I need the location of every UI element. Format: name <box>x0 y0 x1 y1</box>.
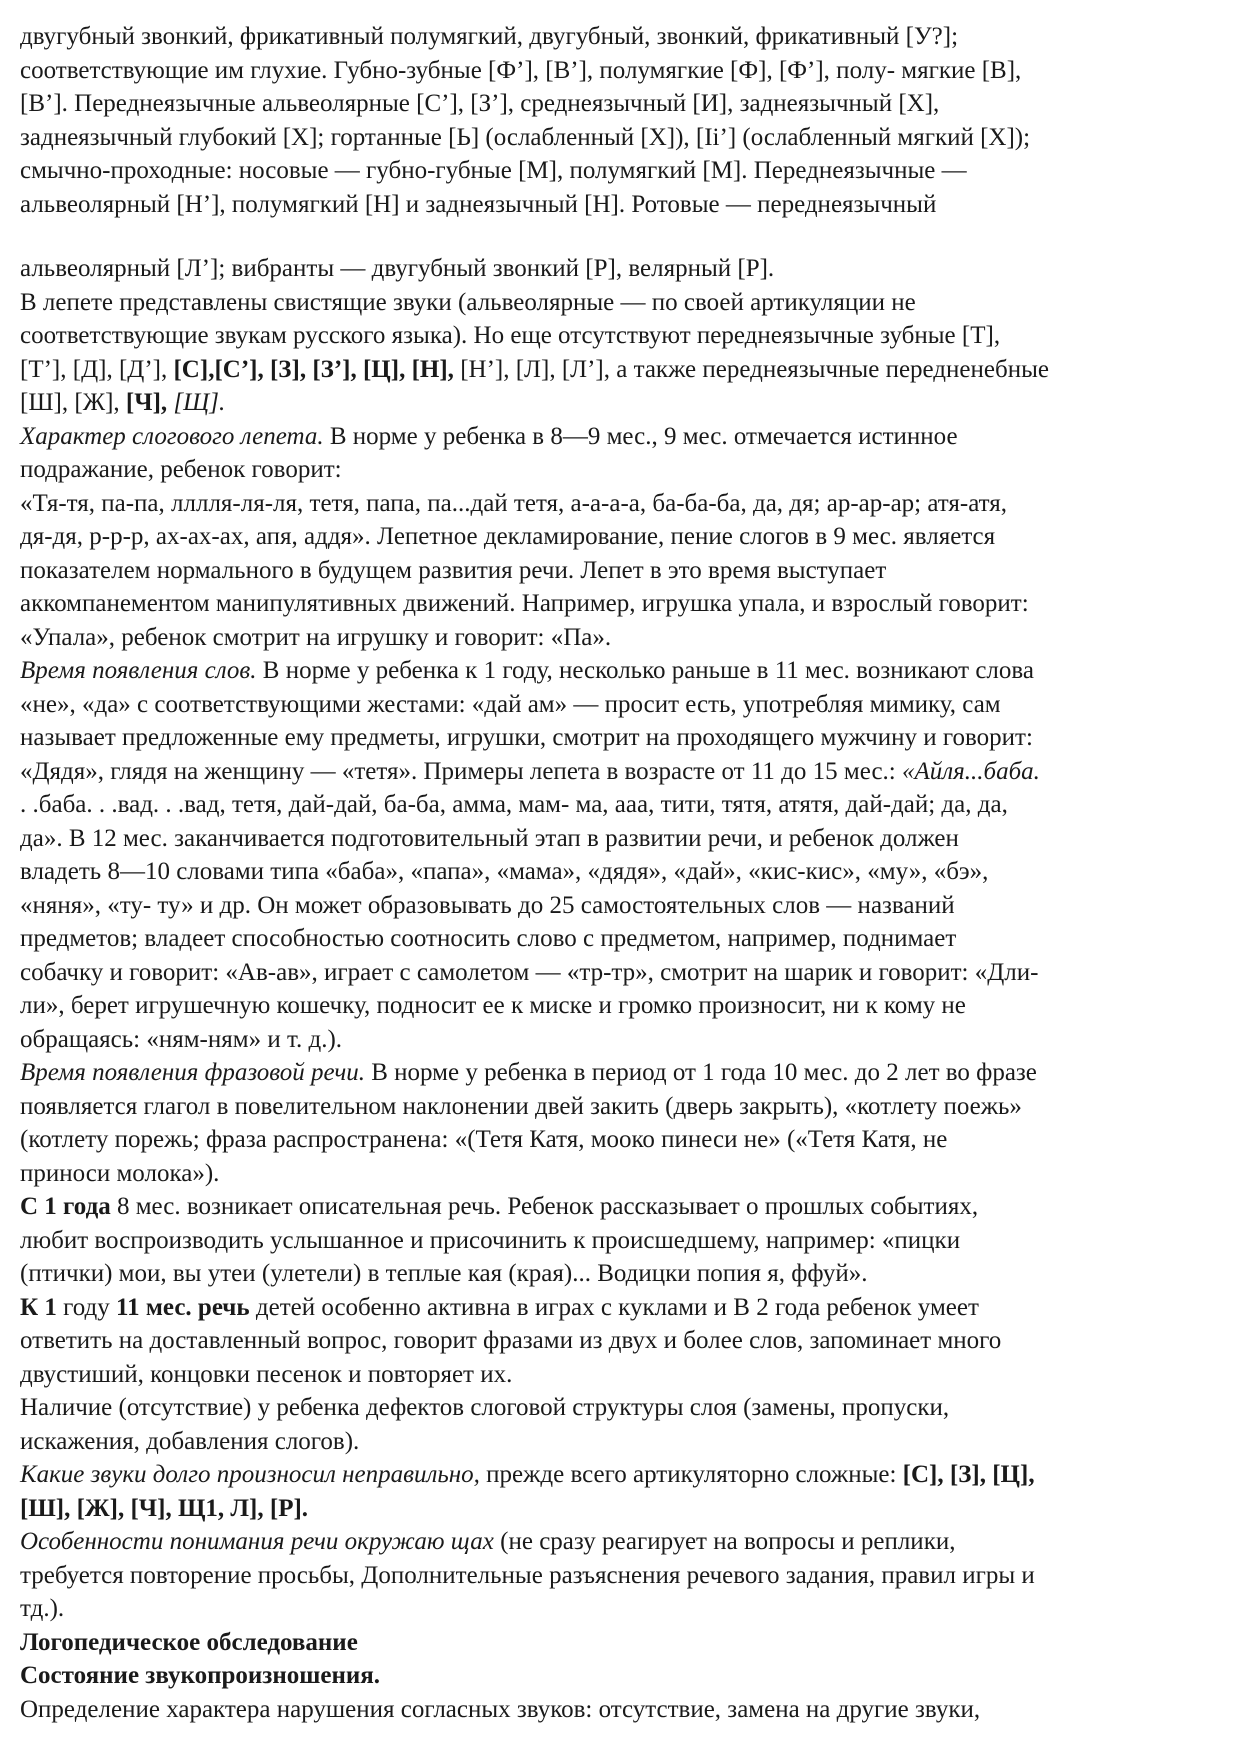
bold-age: К 1 <box>20 1293 57 1321</box>
text-line: Наличие (отсутствие) у ребенка дефектов слоговой структуры слоя (замены, пропуски, <box>20 1394 950 1421</box>
text-run: году <box>56 1293 117 1321</box>
text-line: аккомпанементом манипулятивных движений. Например, игрушка упала, и взрослый говорит: <box>20 590 1029 617</box>
text-line: собачку и говорит: «Ав-ав», играет с самолетом — «тр-тр», смотрит на шарик и говорит: «Дли- <box>20 958 1039 986</box>
text-run: В норме у ребенка в период от 1 года 10 мес. до 2 лет во фразе <box>365 1059 1037 1086</box>
section-lead-babble: Характер слогового лепета. <box>20 422 324 450</box>
text-line: ответить на доставленный вопрос, говорит фразами из двух и более слов, запоминает много <box>20 1327 1002 1354</box>
text-line: подражание, ребенок говорит: <box>20 456 342 483</box>
heading-sound-pronunciation <box>20 1659 1225 1693</box>
text-line: «не», «да» с соответствующими жестами: «дай ам» — просит есть, употребляя мимику, сам <box>20 690 1001 718</box>
bold-sounds: [С],[С’], [З], [З’], [Ц], [Н], <box>173 355 454 383</box>
text-line: «Тя-тя, па-па, лллля-ля-ля, тетя, папа, па...дай тетя, а-а-а-а, ба-ба-ба, да, дя; ар-ар-ар; атя-атя, <box>20 489 1008 517</box>
text-line <box>20 1525 1225 1559</box>
bold-sounds: [Ч], <box>125 389 168 416</box>
text-line: смычно-проходные: носовые — губно-губные [М], полумягкий [М]. Переднеязычные — <box>20 157 967 184</box>
text-line: владеть 8—10 словами типа «баба», «папа», «мама», «дядя», «дай», «кис-кис», «му», «бэ», <box>20 858 989 885</box>
section-lead-phrases: Время появления фразовой речи. <box>20 1059 365 1086</box>
bold-sounds: [С], [З], [Ц], <box>902 1461 1035 1488</box>
text-line: (птички) мои, вы утеи (улетели) в теплые кая (края)... Водицки попия я, ффуй». <box>20 1260 868 1287</box>
text-line: называет предложенные ему предметы, игрушки, смотрит на проходящего мужчину и говорит: <box>20 724 1033 751</box>
text-line: дя-дя, р-р-р, ах-ах-ах, апя, аддя». Лепетное декламирование, пение слогов в 9 мес. является <box>20 523 996 550</box>
text-line: искажения, добавления слогов). <box>20 1427 360 1455</box>
text-line: двугубный звонкий, фрикативный полумягкий, двугубный, звонкий, фрикативный [У?]; <box>20 23 959 50</box>
text-line: альвеолярный [Л’]; вибранты — двугубный звонкий [Р], велярный [Р]. <box>20 255 775 282</box>
text-line <box>20 755 1225 789</box>
text-line <box>20 1291 1225 1325</box>
text-run: [Н’], [Л], [Л’], а также переднеязычные передненебные <box>453 355 1049 383</box>
text-run: [Т’], [Д], [Д’], <box>20 355 174 383</box>
text-line <box>20 353 1225 387</box>
paragraph-block-2 <box>20 252 1225 1726</box>
text-run: прежде всего артикуляторно сложные: <box>479 1461 903 1488</box>
text-line: любит воспроизводить услышанное и присочинить к происшедшему, например: «пицки <box>20 1226 961 1254</box>
text-line: [В’]. Переднеязычные альвеолярные [С’], [З’], среднеязычный [И], заднеязычный [Х], <box>20 90 940 117</box>
text-line: заднеязычный глубокий [Х]; гортанные [Ь] (ослабленный [Х]), [Ii’] (ослабленный мягкий [Х]); <box>20 123 1031 151</box>
bold-age: С 1 года <box>20 1193 111 1220</box>
text-line <box>20 1056 1225 1090</box>
text-line <box>20 654 1225 688</box>
text-line: приноси молока»). <box>20 1159 220 1187</box>
text-run: В норме у ребенка в 8—9 мес., 9 мес. отмечается истинное <box>323 422 958 450</box>
italic-sounds: [Щ]. <box>173 389 226 416</box>
page-break-gap <box>20 221 1225 252</box>
text-line: «няня», «ту- ту» и др. Он может образовывать до 25 самостоятельных слов — названий <box>20 891 955 919</box>
text-line: требуется повторение просьбы, Дополнительные разъяснения речевого задания, правил игры и <box>20 1561 1035 1589</box>
text-line: обращаясь: «ням-ням» и т. д.). <box>20 1025 343 1053</box>
text-line <box>20 1458 1225 1492</box>
text-line: предметов; владеет способностью соотносить слово с предметом, например, поднимает <box>20 925 957 952</box>
document-page <box>20 20 1225 1726</box>
text-line: да». В 12 мес. заканчивается подготовительный этап в развитии речи, и ребенок должен <box>20 824 959 852</box>
text-line: двустиший, концовки песенок и повторяет их. <box>20 1360 513 1388</box>
text-run: В норме у ребенка к 1 году, несколько раньше в 11 мес. возникают слова <box>256 657 1034 684</box>
text-line: (котлету порежь; фраза распространена: «(Тетя Катя, моoко пинеси не» («Тетя Катя, не <box>20 1126 948 1153</box>
section-lead-sounds: Какие звуки долго произносил неправильно, <box>20 1461 480 1488</box>
text-run: (не сразу реагирует на вопросы и реплики, <box>493 1528 956 1555</box>
section-lead-words: Время появления слов. <box>20 657 257 684</box>
heading-speech-therapy-exam <box>20 1626 1225 1660</box>
text-line: соответствующие им глухие. Губно-зубные [Ф’], [В’], полумягкие [Ф], [Ф’], полу- мягкие [В], <box>20 56 1022 84</box>
text-run: 8 мес. возникает описательная речь. Ребенок рассказывает о прошлых событиях, <box>110 1193 979 1220</box>
text-line: В лепете представлены свистящие звуки (альвеолярные — по своей артикуляции не <box>20 288 916 316</box>
heading-text: Состояние звукопроизношения. <box>20 1662 381 1689</box>
paragraph-block-1 <box>20 20 1225 221</box>
text-line: «Упала», ребенок смотрит на игрушку и говорит: «Па». <box>20 623 612 651</box>
heading-text: Логопедическое обследование <box>20 1628 358 1656</box>
text-line <box>20 1492 1225 1526</box>
italic-example: «Айля...баба. <box>901 757 1040 785</box>
section-lead-understanding: Особенности понимания речи окружаю щах <box>20 1528 494 1555</box>
text-run: [Ш], [Ж], <box>20 389 126 416</box>
text-line: показателем нормального в будущем развития речи. Лепет в это время выступает <box>20 556 887 584</box>
bold-age: 11 мес. речь <box>116 1293 250 1321</box>
text-line: . .баба. . .вад. . .вад, тетя, дай-дай, ба-ба, амма, мам- ма, ааа, тити, тятя, атятя, дай-дай; да, да, <box>20 791 1008 818</box>
text-line <box>20 420 1225 454</box>
bold-sounds: [Ш], [Ж], [Ч], Щ1, Л], [Р]. <box>20 1494 309 1522</box>
text-line: Определение характера нарушения согласных звуков: отсутствие, замена на другие звуки, <box>20 1695 981 1723</box>
text-line: соответствующие звукам русского языка). Но еще отсутствуют переднеязычные зубные [Т], <box>20 322 1001 349</box>
text-line <box>20 386 1225 420</box>
text-line <box>20 1190 1225 1224</box>
text-run: «Дядя», глядя на женщину — «тетя». Примеры лепета в возрасте от 11 до 15 мес.: <box>20 757 902 785</box>
text-line: тд.). <box>20 1595 65 1622</box>
text-line: альвеолярный [Н’], полумягкий [Н] и заднеязычный [Н]. Ротовые — переднеязычный <box>20 190 937 218</box>
text-line: появляется глагол в повелительном наклонении двей закить (дверь закрыть), «котлету поежь» <box>20 1092 1022 1120</box>
text-line: ли», берет игрушечную кошечку, подносит ее к миске и громко произносит, ни к кому не <box>20 992 966 1019</box>
text-run: детей особенно активна в играх с куклами и В 2 года ребенок умеет <box>249 1293 979 1321</box>
